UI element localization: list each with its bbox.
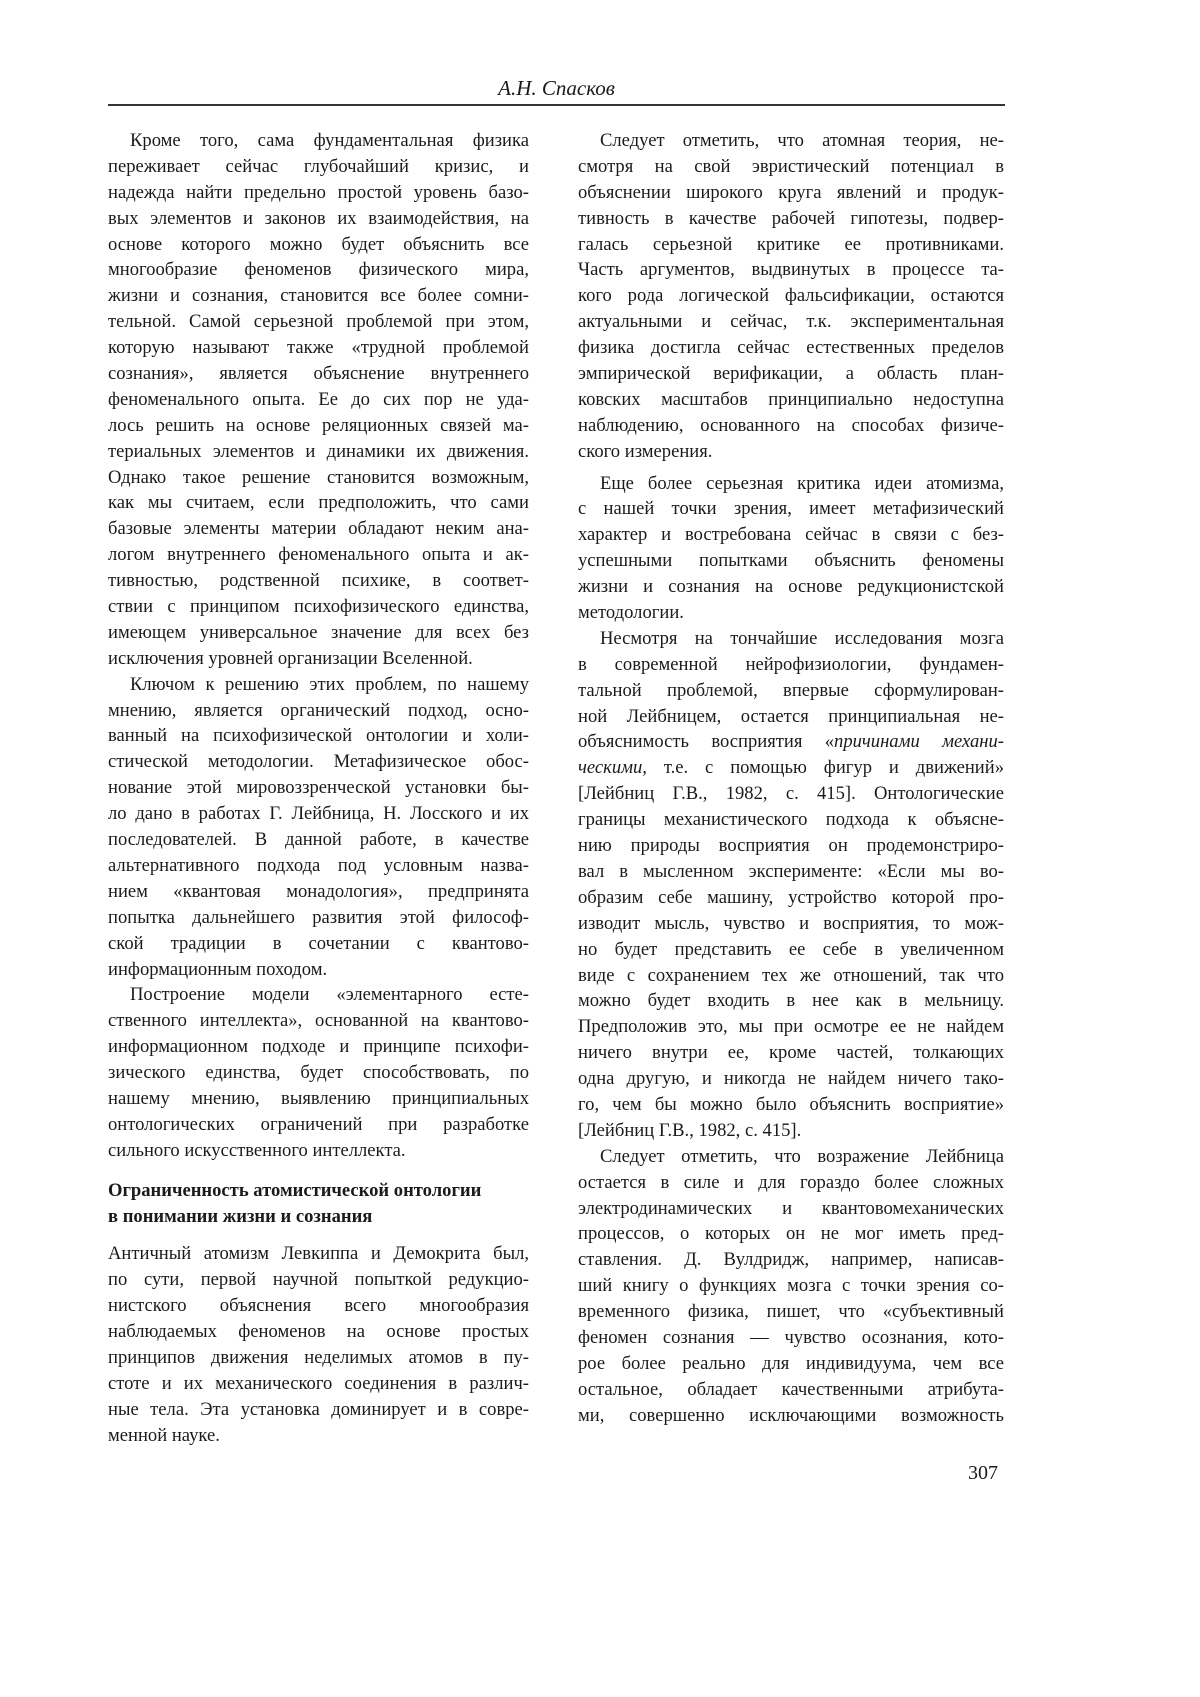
text-line: Построение модели «элементарного есте-: [130, 984, 529, 1006]
text-line: методологии.: [578, 602, 684, 624]
text-line: нию природы восприятия он продемонстриро-: [578, 835, 1004, 857]
text-line: как мы считаем, если предположить, что сами: [108, 492, 529, 514]
text-line: [578, 729, 1004, 755]
header-rule: [108, 104, 1005, 106]
left-column: [108, 128, 529, 1449]
text-line: ственного интеллекта», основанной на квантово-: [108, 1010, 529, 1032]
text-line: ковских масштабов принципиально недоступна: [578, 388, 1004, 410]
text-line: тальной проблемой, впервые сформулирован-: [578, 679, 1004, 701]
text-line: принципов движения неделимых атомов в пу-: [108, 1346, 529, 1368]
italic-text: ческими,: [578, 757, 647, 779]
text-line: зического единства, будет способствовать, по: [108, 1062, 529, 1084]
text-line: [578, 755, 1004, 781]
text-line: смотря на свой эвристический потенциал в: [578, 155, 1004, 177]
text-line: мнению, является органический подход, осно-: [108, 699, 529, 721]
text-line: изводит мысль, чувство и восприятия, то мож-: [578, 912, 1004, 934]
text-line: онтологических ограничений при разработке: [108, 1113, 529, 1135]
text-line: Следует отметить, что возражение Лейбница: [600, 1145, 1004, 1167]
text-line: эмпирической верификации, а область план-: [578, 363, 1004, 385]
text-line: процессов, о которых он не мог иметь пред-: [578, 1223, 1004, 1245]
text-line: ло дано в работах Г. Лейбница, Н. Лосского и их: [108, 803, 529, 825]
section-heading: [108, 1178, 529, 1230]
text-line: стической методологии. Метафизическое обос-: [108, 751, 529, 773]
text-line: Предположив это, мы при осмотре ее не найдем: [578, 1016, 1004, 1038]
text-line: сильного искусственного интеллекта.: [108, 1139, 406, 1161]
text-line: по сути, первой научной попыткой редукцио-: [108, 1269, 529, 1291]
text-line: электродинамических и квантовомеханических: [578, 1197, 1004, 1219]
text-line: временного физика, пишет, что «субъективный: [578, 1301, 1004, 1323]
text-line: Следует отметить, что атомная теория, не-: [600, 130, 1004, 151]
text-line: переживает сейчас глубочайший кризис, и: [108, 155, 529, 177]
text-line: Еще более серьезная критика идеи атомизма,: [600, 472, 1004, 494]
text-line: остается в силе и для гораздо более сложных: [578, 1171, 1004, 1193]
text-line: нием «квантовая монадология», предпринята: [108, 880, 529, 902]
running-header: А.Н. Спасков: [498, 76, 615, 100]
right-column: [578, 128, 1004, 1429]
text-line: нование этой мировоззренческой установки бы-: [108, 777, 529, 799]
paragraph: [108, 982, 529, 1163]
text-line: го, чем бы можно было объяснить восприятие»: [578, 1093, 1004, 1115]
text-line: Несмотря на тончайшие исследования мозга: [600, 627, 1004, 649]
text-line: лось решить на основе реляционных связей ма-: [108, 414, 529, 436]
text-line: Часть аргументов, выдвинутых в процессе та-: [578, 259, 1004, 281]
text-line: ной Лейбницем, остается принципиальная не-: [578, 705, 1004, 727]
text-line: ший книгу о функциях мозга с точки зрения со-: [578, 1275, 1004, 1297]
text-line: ванный на психофизической онтологии и холи-: [108, 725, 529, 747]
text-line: физика достигла сейчас естественных пределов: [578, 337, 1004, 359]
text-line: в современной нейрофизиологии, фундамен-: [578, 653, 1004, 675]
text-line: ми, совершенно исключающими возможность: [578, 1404, 1004, 1426]
text-line: Античный атомизм Левкиппа и Демокрита был,: [108, 1243, 529, 1265]
text-line: основе которого можно будет объяснить все: [108, 233, 529, 255]
text-line: одна другую, и никогда не найдем ничего тако-: [578, 1068, 1004, 1090]
paragraph: [108, 128, 529, 672]
text-line: исключения уровней организации Вселенной.: [108, 647, 473, 669]
text-line: ничего внутри ее, кроме частей, толкающих: [578, 1042, 1004, 1064]
text-line: ставления. Д. Вулдридж, например, написав-: [578, 1249, 1004, 1271]
text-line: феноменального опыта. Ее до сих пор не уда-: [108, 388, 529, 410]
text-line: галась серьезной критике ее противниками.: [578, 233, 1004, 255]
text-line: ные тела. Эта установка доминирует и в совре-: [108, 1398, 529, 1420]
text-line: Кроме того, сама фундаментальная физика: [130, 130, 529, 151]
text-line: тивностью, родственной психике, в соответ-: [108, 570, 529, 592]
text-line: успешными попытками объяснить феномены: [578, 550, 1004, 572]
text-line: которую называют также «трудной проблемой: [108, 337, 529, 359]
text-line: жизни и сознания, становится все более сомни-: [108, 285, 529, 307]
text-line: ствии с принципом психофизического единства,: [108, 596, 529, 618]
italic-text: причинами механи-: [834, 731, 1004, 753]
text-line: имеющем универсальное значение для всех без: [108, 621, 529, 643]
text-line: базовые элементы материи обладают неким ана-: [108, 518, 529, 540]
text-line: стоте и их механического соединения в различ-: [108, 1372, 529, 1394]
text-line: Ограниченность атомистической онтологии: [108, 1179, 482, 1201]
text-line: наблюдению, основанного на способах физиче-: [578, 414, 1004, 436]
paragraph: [578, 626, 1004, 1144]
text-line: границы механистического подхода к объясне-: [578, 809, 1004, 831]
text-line: [Лейбниц Г.В., 1982, с. 415]. Онтологические: [578, 783, 1004, 805]
paragraph: [578, 471, 1004, 626]
text-line: объяснении широкого круга явлений и продук-: [578, 181, 1004, 203]
text-line: многообразие феноменов физического мира,: [108, 259, 529, 281]
text-line: логом внутреннего феноменального опыта и ак-: [108, 544, 529, 566]
text-segment: т.е. с помощью фигур и движений»: [646, 757, 1004, 779]
text-line: надежда найти предельно простой уровень базо-: [108, 181, 529, 203]
text-line: виде с сохранением тех же отношений, так что: [578, 964, 1004, 986]
text-line: [Лейбниц Г.В., 1982, с. 415].: [578, 1119, 802, 1141]
text-line: информационным походом.: [108, 958, 328, 980]
text-line: последователей. В данной работе, в качестве: [108, 829, 529, 851]
text-line: в понимании жизни и сознания: [108, 1205, 373, 1227]
text-line: ского измерения.: [578, 440, 713, 462]
text-line: вых элементов и законов их взаимодействия, на: [108, 207, 529, 229]
text-segment: объяснимость восприятия «: [578, 731, 835, 753]
text-line: тельной. Самой серьезной проблемой при этом,: [108, 311, 529, 333]
paragraph: [578, 128, 1004, 465]
text-line: сознания», является объяснение внутреннего: [108, 363, 529, 385]
text-line: Однако такое решение становится возможным,: [108, 466, 529, 488]
text-line: наблюдаемых феноменов на основе простых: [108, 1321, 529, 1343]
text-line: попытка дальнейшего развития этой философ-: [108, 906, 529, 928]
paragraph: [108, 1241, 529, 1448]
text-line: кого рода логической фальсификации, остаются: [578, 285, 1004, 307]
text-line: феномен сознания — чувство осознания, кото-: [578, 1326, 1004, 1348]
text-line: менной науке.: [108, 1424, 220, 1446]
text-line: вал в мысленном эксперименте: «Если мы во-: [578, 860, 1004, 882]
text-line: актуальными и сейчас, т.к. экспериментальная: [578, 311, 1004, 333]
text-line: информационном подходе и принципе психофи-: [108, 1036, 529, 1058]
paragraph: [108, 672, 529, 983]
text-line: териальных элементов и динамики их движения.: [108, 440, 529, 462]
text-line: образим себе машину, устройство которой про-: [578, 886, 1004, 908]
text-line: но будет представить ее себе в увеличенном: [578, 938, 1004, 960]
page-number: 307: [968, 1462, 998, 1484]
text-line: жизни и сознания на основе редукционистской: [578, 576, 1004, 598]
paragraph: [578, 1144, 1004, 1429]
text-line: с нашей точки зрения, имеет метафизический: [578, 498, 1004, 520]
text-line: альтернативного подхода под условным назва-: [108, 854, 529, 876]
text-line: Ключом к решению этих проблем, по нашему: [130, 673, 529, 695]
text-line: можно будет входить в нее как в мельницу.: [578, 990, 1004, 1012]
text-line: нистского объяснения всего многообразия: [108, 1295, 529, 1317]
text-line: остальное, обладает качественными атрибута-: [578, 1378, 1004, 1400]
text-line: ской традиции в сочетании с квантово-: [108, 932, 529, 954]
text-line: характер и востребована сейчас в связи с без-: [578, 524, 1004, 546]
text-line: тивность в качестве рабочей гипотезы, подвер-: [578, 207, 1004, 229]
text-line: рое более реально для индивидуума, чем все: [578, 1352, 1004, 1374]
text-line: нашему мнению, выявлению принципиальных: [108, 1087, 529, 1109]
